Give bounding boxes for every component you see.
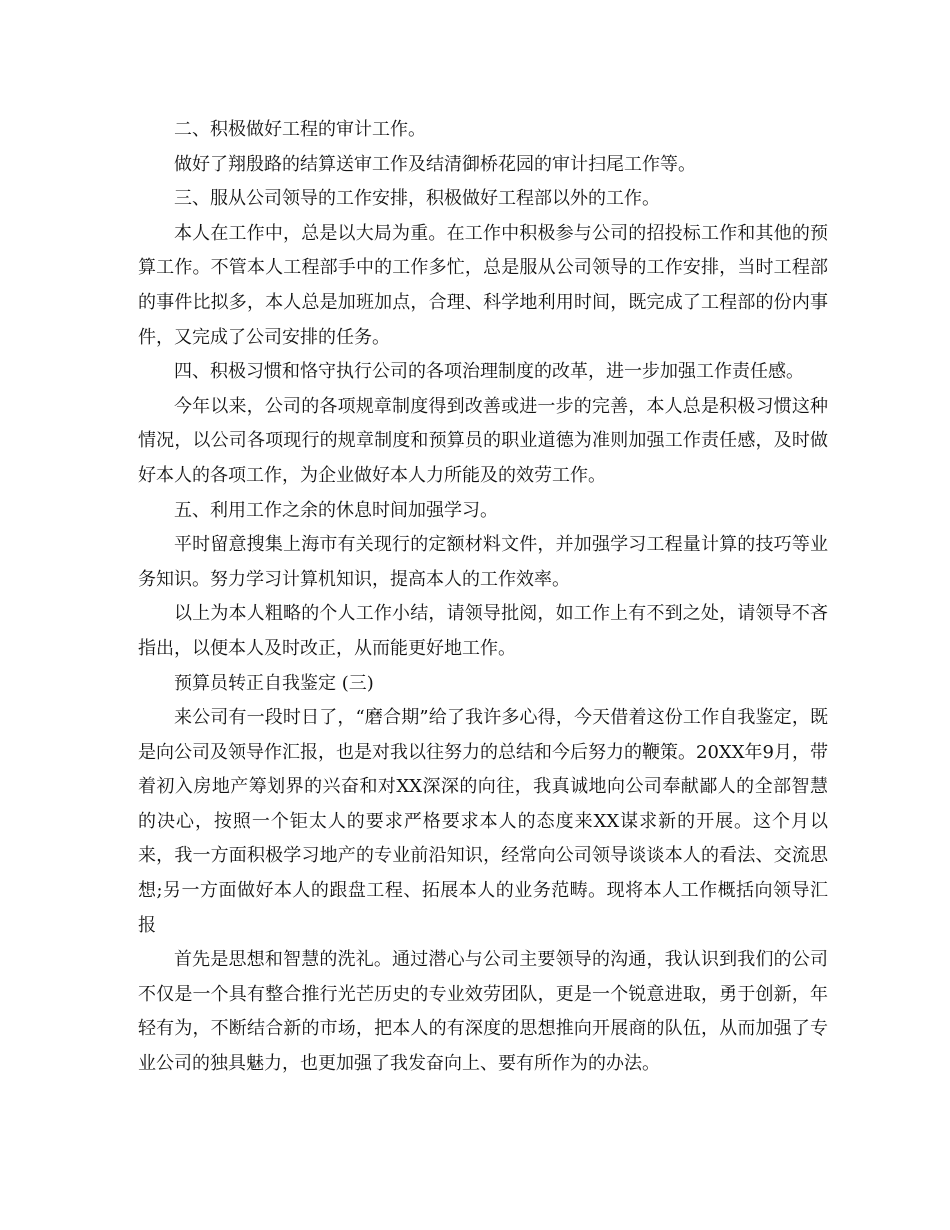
paragraph-intro: 来公司有一段时日了，“磨合期”给了我许多心得，今天借着这份工作自我鉴定，既是向公司及领导作汇报，也是对我以往努力的总结和今后努力的鞭策。20XX年9月，带着初入房地产筹划界的兴奋和对XX深深的向往，我真诚地向公司奉献鄙人的全部智慧的决心，按照一个钜太人的要求严格要求本人的态度来XX谋求新的开展。这个月以来，我一方面积极学习地产的专业前沿知识，经常向公司领导谈谈本人的看法、交流思想;另一方面做好本人的跟盘工程、拓展本人的业务范畴。现将本人工作概括向领导汇报 [138,707,828,936]
paragraph-obey-heading: 三、服从公司领导的工作安排，积极做好工程部以外的工作。 [174,188,660,210]
section-title: 预算员转正自我鉴定 (三) [174,672,374,694]
paragraph-obey-detail: 本人在工作中，总是以大局为重。在工作中积极参与公司的招投标工作和其他的预算工作。不管本人工程部手中的工作多忙，总是服从公司领导的工作安排，当时工程部的事件比拟多，本人总是加班加点，合理、科学地利用时间，既完成了工程部的份内事件，又完成了公司安排的任务。 [138,222,828,348]
paragraph-summary: 以上为本人粗略的个人工作小结，请领导批阅，如工作上有不到之处，请领导不吝指出，以便本人及时改正，从而能更好地工作。 [138,603,828,659]
document-body [138,113,828,1082]
paragraph-study-heading: 五、利用工作之余的休息时间加强学习。 [174,499,498,521]
paragraph-thought: 首先是思想和智慧的洗礼。通过潜心与公司主要领导的沟通，我认识到我们的公司不仅是一个具有整合推行光芒历史的专业效劳团队，更是一个锐意进取，勇于创新，年轻有为，不断结合新的市场，把本人的有深度的思想推向开展商的队伍，从而加强了专业公司的独具魅力，也更加强了我发奋向上、要有所作为的办法。 [138,949,828,1075]
paragraph-rules-heading: 四、积极习惯和恪守执行公司的各项治理制度的改革，进一步加强工作责任感。 [174,361,804,383]
paragraph-audit-heading: 二、积极做好工程的审计工作。 [174,119,426,140]
paragraph-study-detail: 平时留意搜集上海市有关现行的定额材料文件，并加强学习工程量计算的技巧等业务知识。努力学习计算机知识，提高本人的工作效率。 [138,534,828,590]
paragraph-audit-detail: 做好了翔殷路的结算送审工作及结清御桥花园的审计扫尾工作等。 [174,153,696,175]
paragraph-rules-detail: 今年以来，公司的各项规章制度得到改善或进一步的完善，本人总是积极习惯这种情况，以公司各项现行的规章制度和预算员的职业道德为准则加强工作责任感，及时做好本人的各项工作，为企业做好本人力所能及的效劳工作。 [138,395,828,486]
